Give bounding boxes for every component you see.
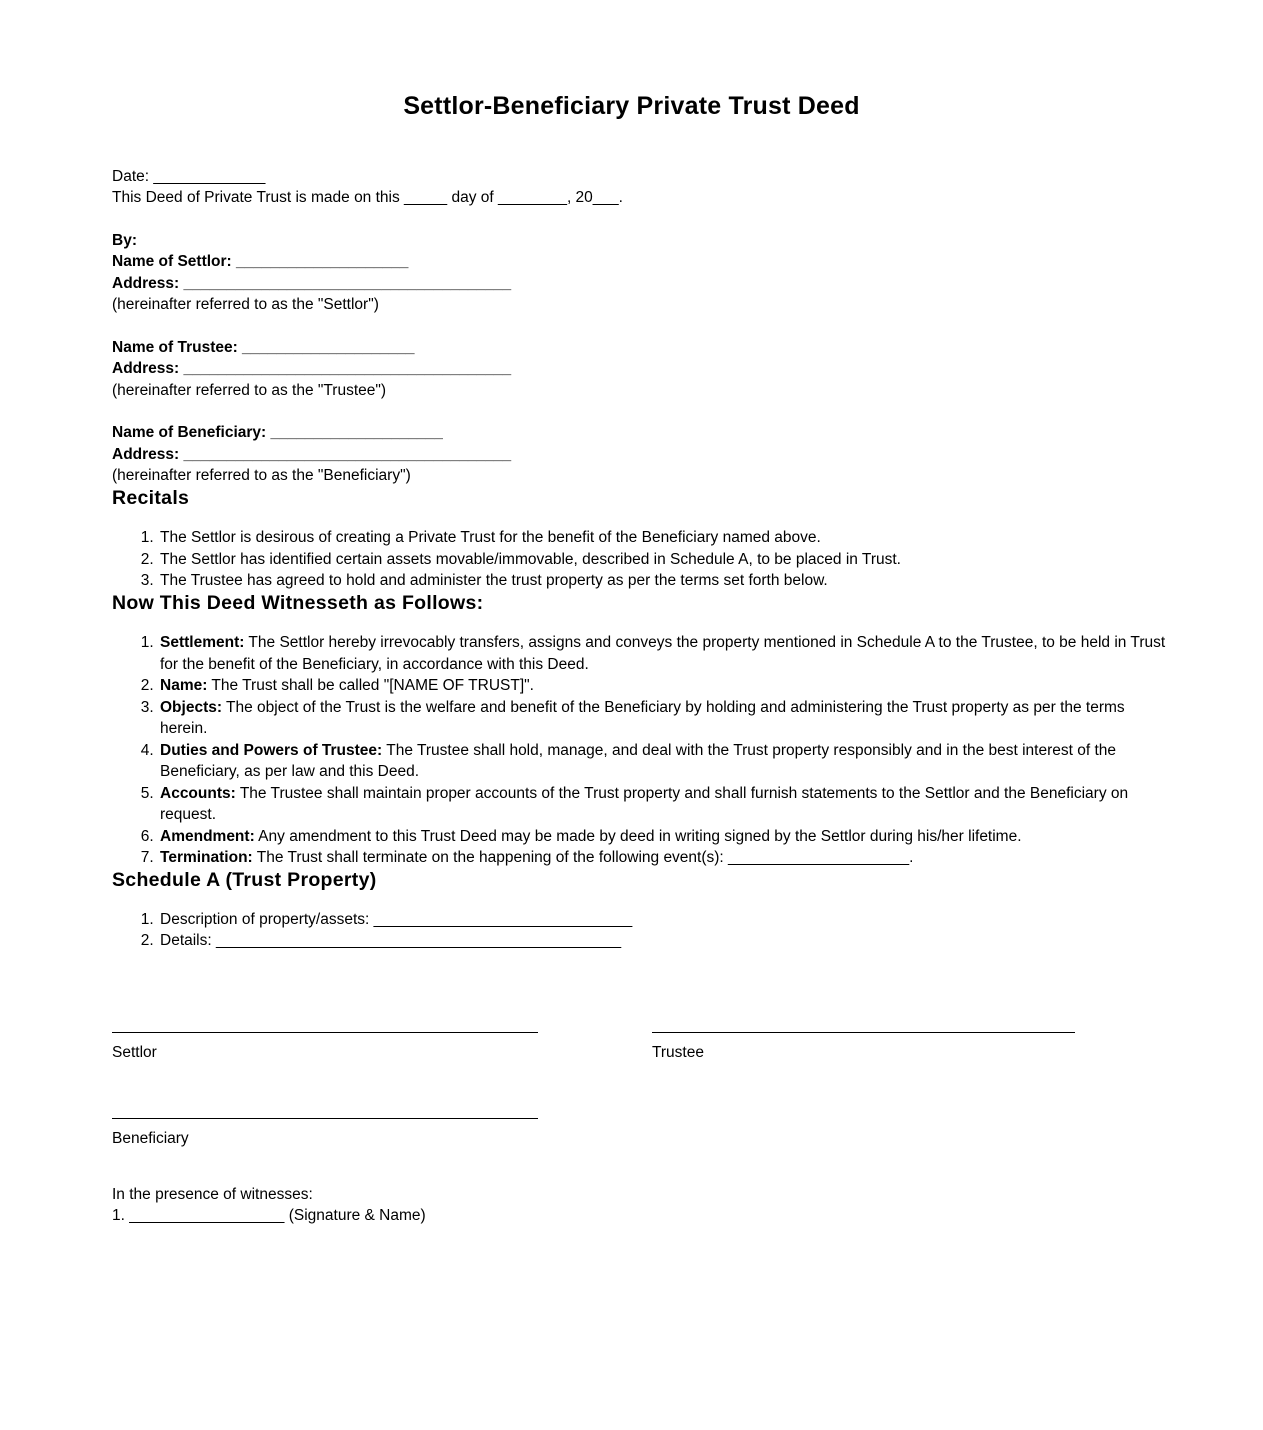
list-item xyxy=(158,632,1173,675)
trustee-signature-label: Trustee xyxy=(652,1043,704,1061)
settlor-address-line: Address: ______________________________________ xyxy=(112,274,512,292)
beneficiary-signature-label: Beneficiary xyxy=(112,1130,189,1148)
settlor-signature-label: Settlor xyxy=(112,1043,157,1061)
signature-row-1 xyxy=(112,1032,1173,1064)
signature-area xyxy=(112,1032,1173,1227)
beneficiary-block xyxy=(112,422,1173,487)
beneficiary-referred-line: (hereinafter referred to as the "Beneficiary") xyxy=(112,467,411,485)
list-item: 2. Details: _______________________________________________ xyxy=(158,930,1173,952)
list-item xyxy=(158,740,1173,783)
list-item: 1. The Settlor is desirous of creating a Private Trust for the benefit of the Beneficiary named above. xyxy=(158,527,1173,549)
witnesseth-list xyxy=(112,632,1173,869)
beneficiary-signature-line[interactable] xyxy=(112,1118,538,1119)
clause-text: The Settlor hereby irrevocably transfers, assigns and conveys the property mentioned in Schedule A to the Trustee, to be held in Trust for the benefit of the Beneficiary, in accordance with this Deed. xyxy=(160,634,1166,673)
schedule-heading: Schedule A (Trust Property) xyxy=(112,868,377,891)
by-block xyxy=(112,230,1173,316)
clause-label: Objects: xyxy=(160,698,223,716)
trustee-signature-line[interactable] xyxy=(652,1032,1075,1033)
witness-line-1: 1. __________________ (Signature & Name) xyxy=(112,1207,426,1225)
clause-label: Duties and Powers of Trustee: xyxy=(160,741,383,759)
settlor-signature-block xyxy=(112,1032,538,1064)
page-title: Settlor-Beneficiary Private Trust Deed xyxy=(403,92,860,120)
clause-label: Name: xyxy=(160,677,208,695)
clause-label: Amendment: xyxy=(160,827,255,845)
clause-text: The Trust shall terminate on the happening of the following event(s): _____________________. xyxy=(252,849,914,867)
witnesseth-heading: Now This Deed Witnesseth as Follows: xyxy=(112,591,484,614)
list-item xyxy=(158,675,1173,697)
list-item: 2. The Settlor has identified certain assets movable/immovable, described in Schedule A, to be placed in Trust. xyxy=(158,549,1173,571)
made-on-line: This Deed of Private Trust is made on this _____ day of ________, 20___. xyxy=(112,189,623,207)
signature-row-2 xyxy=(112,1118,1173,1150)
clause-text: The object of the Trust is the welfare and benefit of the Beneficiary by holding and administering the Trust property as per the terms herein. xyxy=(160,698,1125,738)
document-body xyxy=(0,166,1263,1227)
list-item xyxy=(158,826,1173,848)
witness-intro: In the presence of witnesses: xyxy=(112,1185,313,1203)
date-block xyxy=(112,166,1173,209)
settlor-referred-line: (hereinafter referred to as the "Settlor") xyxy=(112,296,379,314)
recitals-list xyxy=(112,527,1173,592)
trustee-referred-line: (hereinafter referred to as the "Trustee") xyxy=(112,381,387,399)
beneficiary-name-line: Name of Beneficiary: ____________________ xyxy=(112,424,443,442)
clause-text: The Trustee shall maintain proper accounts of the Trust property and shall furnish statements to the Settlor and the Beneficiary on request. xyxy=(160,784,1129,824)
trustee-block xyxy=(112,337,1173,402)
list-item xyxy=(158,847,1173,869)
list-item xyxy=(158,697,1173,740)
list-item: 1. Description of property/assets: ______________________________ xyxy=(158,909,1173,931)
clause-label: Settlement: xyxy=(160,634,245,652)
settlor-name-line: Name of Settlor: ____________________ xyxy=(112,253,409,271)
list-item xyxy=(158,783,1173,826)
witness-block xyxy=(112,1184,1173,1227)
recitals-heading: Recitals xyxy=(112,486,190,509)
clause-text: The Trust shall be called "[NAME OF TRUST]". xyxy=(207,677,534,695)
trustee-signature-block xyxy=(652,1032,1075,1064)
clause-label: Termination: xyxy=(160,849,253,867)
by-label: By: xyxy=(112,231,137,249)
beneficiary-address-line: Address: ______________________________________ xyxy=(112,445,512,463)
settlor-signature-line[interactable] xyxy=(112,1032,538,1033)
list-item: 3. The Trustee has agreed to hold and administer the trust property as per the terms set forth below. xyxy=(158,570,1173,592)
trustee-address-line: Address: ______________________________________ xyxy=(112,360,512,378)
date-line: Date: _____________ xyxy=(112,167,266,185)
clause-label: Accounts: xyxy=(160,784,236,802)
schedule-list xyxy=(112,909,1173,952)
clause-text: The Trustee shall hold, manage, and deal with the Trust property responsibly and in the best interest of the Beneficiary, as per law and this Deed. xyxy=(160,741,1117,781)
beneficiary-signature-block xyxy=(112,1118,538,1150)
clause-text: Any amendment to this Trust Deed may be made by deed in writing signed by the Settlor during his/her lifetime. xyxy=(254,827,1022,845)
trustee-name-line: Name of Trustee: ____________________ xyxy=(112,338,415,356)
